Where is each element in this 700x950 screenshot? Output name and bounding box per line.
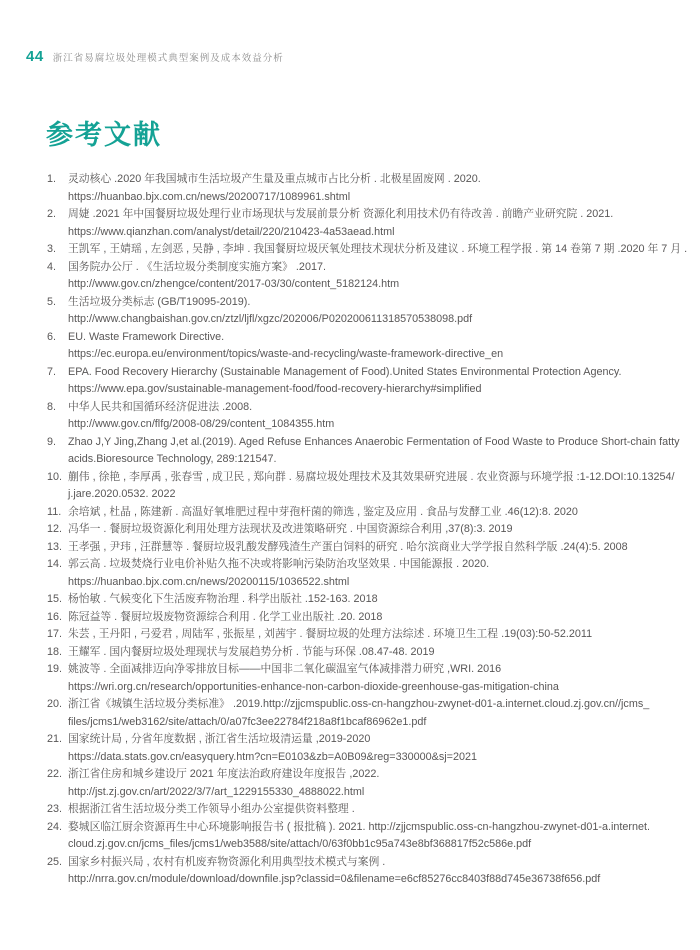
reference-number: 7. bbox=[47, 365, 57, 378]
reference-text bbox=[68, 661, 665, 696]
reference-text bbox=[68, 766, 665, 801]
reference-item bbox=[47, 854, 665, 889]
reference-url-line: http://jst.zj.gov.cn/art/2022/3/7/art_1229155330_4888022.html bbox=[68, 785, 365, 798]
reference-item bbox=[47, 626, 665, 644]
reference-item bbox=[47, 661, 665, 696]
reference-line: 国家统计局 , 分省年度数据 , 浙江省生活垃圾清运量 ,2019-2020 bbox=[68, 733, 371, 745]
reference-item bbox=[47, 171, 665, 206]
reference-number: 25. bbox=[47, 855, 63, 868]
reference-number: 24. bbox=[47, 820, 63, 833]
reference-text bbox=[68, 364, 665, 399]
reference-number: 12. bbox=[47, 523, 63, 535]
reference-url-line: http://www.gov.cn/zhengce/content/2017-03/30/content_5182124.htm bbox=[68, 278, 400, 290]
reference-line: 婺城区临江厨余资源再生中心环境影响报告书 ( 报批稿 ). 2021. http://zjjcmspublic.oss-cn-hangzhou-zwynet-d01-a.internet. bbox=[68, 820, 650, 833]
reference-url-line: https://wri.org.cn/research/opportunities-enhance-non-carbon-dioxide-greenhouse-gas-mitigation-china bbox=[68, 680, 559, 693]
reference-text bbox=[68, 819, 665, 854]
reference-line: Zhao J,Y Jing,Zhang J,et al.(2019). Aged Refuse Enhances Anaerobic Fermentation of Food Waste to Produce Short-chain fatty bbox=[68, 435, 680, 448]
reference-url-line: https://huanbao.bjx.com.cn/news/20200717/1089961.shtml bbox=[68, 190, 351, 203]
reference-line: 杨怡敏 . 气候变化下生活废弃物治理 . 科学出版社 .152-163. 2018 bbox=[68, 593, 378, 605]
reference-text bbox=[68, 854, 665, 889]
reference-line: 陈冠益等 . 餐厨垃圾废物资源综合利用 . 化学工业出版社 .20. 2018 bbox=[68, 610, 383, 623]
reference-number: 20. bbox=[47, 698, 63, 710]
section-heading: 参考文献 bbox=[46, 120, 162, 150]
reference-number: 10. bbox=[47, 470, 63, 483]
reference-url-line: https://ec.europa.eu/environment/topics/waste-and-recycling/waste-framework-directive_en bbox=[68, 348, 504, 360]
reference-line: cloud.zj.gov.cn/jcms_files/jcms1/web3588/site/attach/0/63f0bb1c95a743e8bf368817f52c586e.pdf bbox=[68, 838, 532, 850]
reference-text bbox=[68, 206, 665, 241]
reference-line: 朱芸 , 王丹阳 , 弓爱君 , 周陆军 , 张振星 , 刘茜宇 . 餐厨垃圾的处理方法综述 . 环境卫生工程 .19(03):50-52.2011 bbox=[68, 628, 593, 640]
reference-url-line: https://data.stats.gov.cn/easyquery.htm?cn=E0103&zb=A0B09&reg=330000&sj=2021 bbox=[68, 750, 477, 763]
reference-item bbox=[47, 206, 665, 241]
reference-line: 王孝强 , 尹玮 , 汪群慧等 . 餐厨垃圾乳酸发酵残渣生产蛋白饲料的研究 . 哈尔滨商业大学学报自然科学版 .24(4):5. 2008 bbox=[68, 540, 628, 553]
reference-url-line: http://www.changbaishan.gov.cn/ztzl/ljfl/xgzc/202006/P020200611318570538098.pdf bbox=[68, 313, 473, 325]
reference-text bbox=[68, 434, 680, 469]
reference-item bbox=[47, 259, 665, 294]
reference-text bbox=[68, 399, 665, 434]
reference-item bbox=[47, 539, 665, 557]
reference-text bbox=[68, 696, 665, 731]
reference-item bbox=[47, 731, 665, 766]
reference-line: 王耀军 . 国内餐厨垃圾处理现状与发展趋势分析 . 节能与环保 .08.47-48. 2019 bbox=[68, 645, 435, 658]
reference-line: 浙江省《城镇生活垃圾分类标准》 .2019.http://zjjcmspublic.oss-cn-hangzhou-zwynet-d01-a.internet.cloud.zj.gov.cn//jcms_ bbox=[68, 698, 650, 710]
reference-text bbox=[68, 539, 665, 557]
reference-item bbox=[47, 801, 665, 819]
reference-number: 17. bbox=[47, 628, 63, 640]
reference-text bbox=[68, 801, 665, 819]
reference-text bbox=[68, 241, 688, 259]
reference-line: 蒯伟 , 徐艳 , 李厚禹 , 张春雪 , 成卫民 , 郑向群 . 易腐垃圾处理技术及其效果研究进展 . 农业资源与环境学报 :1-12.DOI:10.13254/ bbox=[68, 470, 675, 483]
reference-url-line: https://www.qianzhan.com/analyst/detail/220/210423-4a53aead.html bbox=[68, 225, 395, 238]
reference-item bbox=[47, 294, 665, 329]
reference-item bbox=[47, 399, 665, 434]
reference-line: 姚波等 . 全面减排迈向净零排放目标——中国非二氧化碳温室气体减排潜力研究 ,WRI. 2016 bbox=[68, 663, 502, 675]
reference-number: 15. bbox=[47, 593, 63, 605]
reference-number: 14. bbox=[47, 558, 63, 570]
reference-number: 16. bbox=[47, 610, 63, 623]
reference-line: 灵动核心 .2020 年我国城市生活垃圾产生量及重点城市占比分析 . 北极星固废网 . 2020. bbox=[68, 173, 481, 185]
reference-line: 中华人民共和国循环经济促进法 .2008. bbox=[68, 400, 253, 413]
reference-item bbox=[47, 556, 665, 591]
reference-number: 8. bbox=[47, 400, 57, 413]
reference-item bbox=[47, 609, 665, 627]
reference-url-line: http://nrra.gov.cn/module/download/downfile.jsp?classid=0&filename=e6cf85276cc8403f88d745e36738f656.pdf bbox=[68, 873, 601, 885]
reference-text bbox=[68, 609, 665, 627]
reference-number: 19. bbox=[47, 663, 63, 675]
reference-item bbox=[47, 819, 665, 854]
reference-text bbox=[68, 469, 675, 504]
reference-item bbox=[47, 766, 665, 801]
reference-text bbox=[68, 504, 665, 522]
reference-item bbox=[47, 329, 665, 364]
reference-line: 浙江省住房和城乡建设厅 2021 年度法治政府建设年度报告 ,2022. bbox=[68, 768, 380, 780]
page-number: 44 bbox=[26, 48, 44, 65]
reference-text bbox=[68, 731, 665, 766]
reference-item bbox=[47, 434, 680, 469]
reference-number: 21. bbox=[47, 733, 63, 745]
reference-number: 1. bbox=[47, 173, 57, 185]
reference-text bbox=[68, 294, 665, 329]
reference-text bbox=[68, 521, 665, 539]
reference-number: 11. bbox=[47, 505, 62, 518]
reference-item bbox=[47, 696, 665, 731]
reference-text bbox=[68, 644, 665, 662]
reference-number: 13. bbox=[47, 540, 63, 553]
reference-line: 根据浙江省生活垃圾分类工作领导小组办公室提供资料整理 . bbox=[68, 803, 355, 815]
reference-item bbox=[47, 591, 665, 609]
reference-line: acids.Bioresource Technology, 289:121547. bbox=[68, 453, 277, 465]
reference-text bbox=[68, 259, 665, 294]
reference-line: 生活垃圾分类标志 (GB/T19095-2019). bbox=[68, 295, 251, 308]
reference-line: 周婕 .2021 年中国餐厨垃圾处理行业市场现状与发展前景分析 资源化利用技术仍有待改善 . 前瞻产业研究院 . 2021. bbox=[68, 208, 614, 220]
reference-number: 2. bbox=[47, 208, 57, 220]
reference-line: 郭云高 . 垃圾焚烧行业电价补贴久拖不决或将影响污染防治攻坚效果 . 中国能源报 . 2020. bbox=[68, 558, 490, 570]
reference-number: 9. bbox=[47, 435, 57, 448]
reference-item bbox=[47, 469, 675, 504]
reference-item bbox=[47, 364, 665, 399]
reference-item bbox=[47, 644, 665, 662]
reference-line: EU. Waste Framework Directive. bbox=[68, 330, 225, 343]
reference-text bbox=[68, 329, 665, 364]
reference-text bbox=[68, 626, 665, 644]
reference-number: 18. bbox=[47, 645, 63, 658]
reference-line: files/jcms1/web3162/site/attach/0/a07fc3ee22784f218a8f1bcaf86962e1.pdf bbox=[68, 715, 427, 728]
reference-line: 冯华一 . 餐厨垃圾资源化利用处理方法现状及改进策略研究 . 中国资源综合利用 ,37(8):3. 2019 bbox=[68, 523, 513, 535]
reference-number: 22. bbox=[47, 768, 63, 780]
reference-text bbox=[68, 556, 665, 591]
reference-number: 23. bbox=[47, 803, 63, 815]
reference-line: 国务院办公厅 . 《生活垃圾分类制度实施方案》 .2017. bbox=[68, 260, 326, 273]
running-title: 浙江省易腐垃圾处理模式典型案例及成本效益分析 bbox=[52, 53, 284, 64]
reference-line: EPA. Food Recovery Hierarchy (Sustainable Management of Food).United States Environmental Protection Agency. bbox=[68, 365, 622, 378]
reference-line: 国家乡村振兴局 , 农村有机废弃物资源化利用典型技术模式与案例 . bbox=[68, 855, 386, 868]
reference-line: j.jare.2020.0532. 2022 bbox=[68, 488, 176, 500]
reference-item bbox=[47, 521, 665, 539]
reference-number: 4. bbox=[47, 260, 57, 273]
reference-item bbox=[47, 504, 665, 522]
references-list bbox=[47, 171, 688, 889]
reference-url-line: http://www.gov.cn/flfg/2008-08/29/content_1084355.htm bbox=[68, 418, 335, 430]
reference-text bbox=[68, 171, 665, 206]
reference-url-line: https://huanbao.bjx.com.cn/news/20200115/1036522.shtml bbox=[68, 575, 350, 588]
reference-item bbox=[47, 241, 688, 259]
reference-line: 余培斌 , 杜晶 , 陈建新 . 高温好氧堆肥过程中芽孢杆菌的筛选 , 鉴定及应用 . 食品与发酵工业 .46(12):8. 2020 bbox=[68, 505, 578, 518]
reference-number: 6. bbox=[47, 330, 57, 343]
reference-url-line: https://www.epa.gov/sustainable-management-food/food-recovery-hierarchy#simplified bbox=[68, 383, 482, 395]
reference-line: 王凯军 , 王婧瑶 , 左剑恶 , 吴静 , 李坤 . 我国餐厨垃圾厌氧处理技术现状分析及建议 . 环境工程学报 . 第 14 卷第 7 期 .2020 年 7 月 . bbox=[68, 243, 688, 255]
reference-number: 3. bbox=[47, 243, 57, 255]
page-header bbox=[26, 48, 284, 65]
reference-text bbox=[68, 591, 665, 609]
reference-number: 5. bbox=[47, 295, 57, 308]
